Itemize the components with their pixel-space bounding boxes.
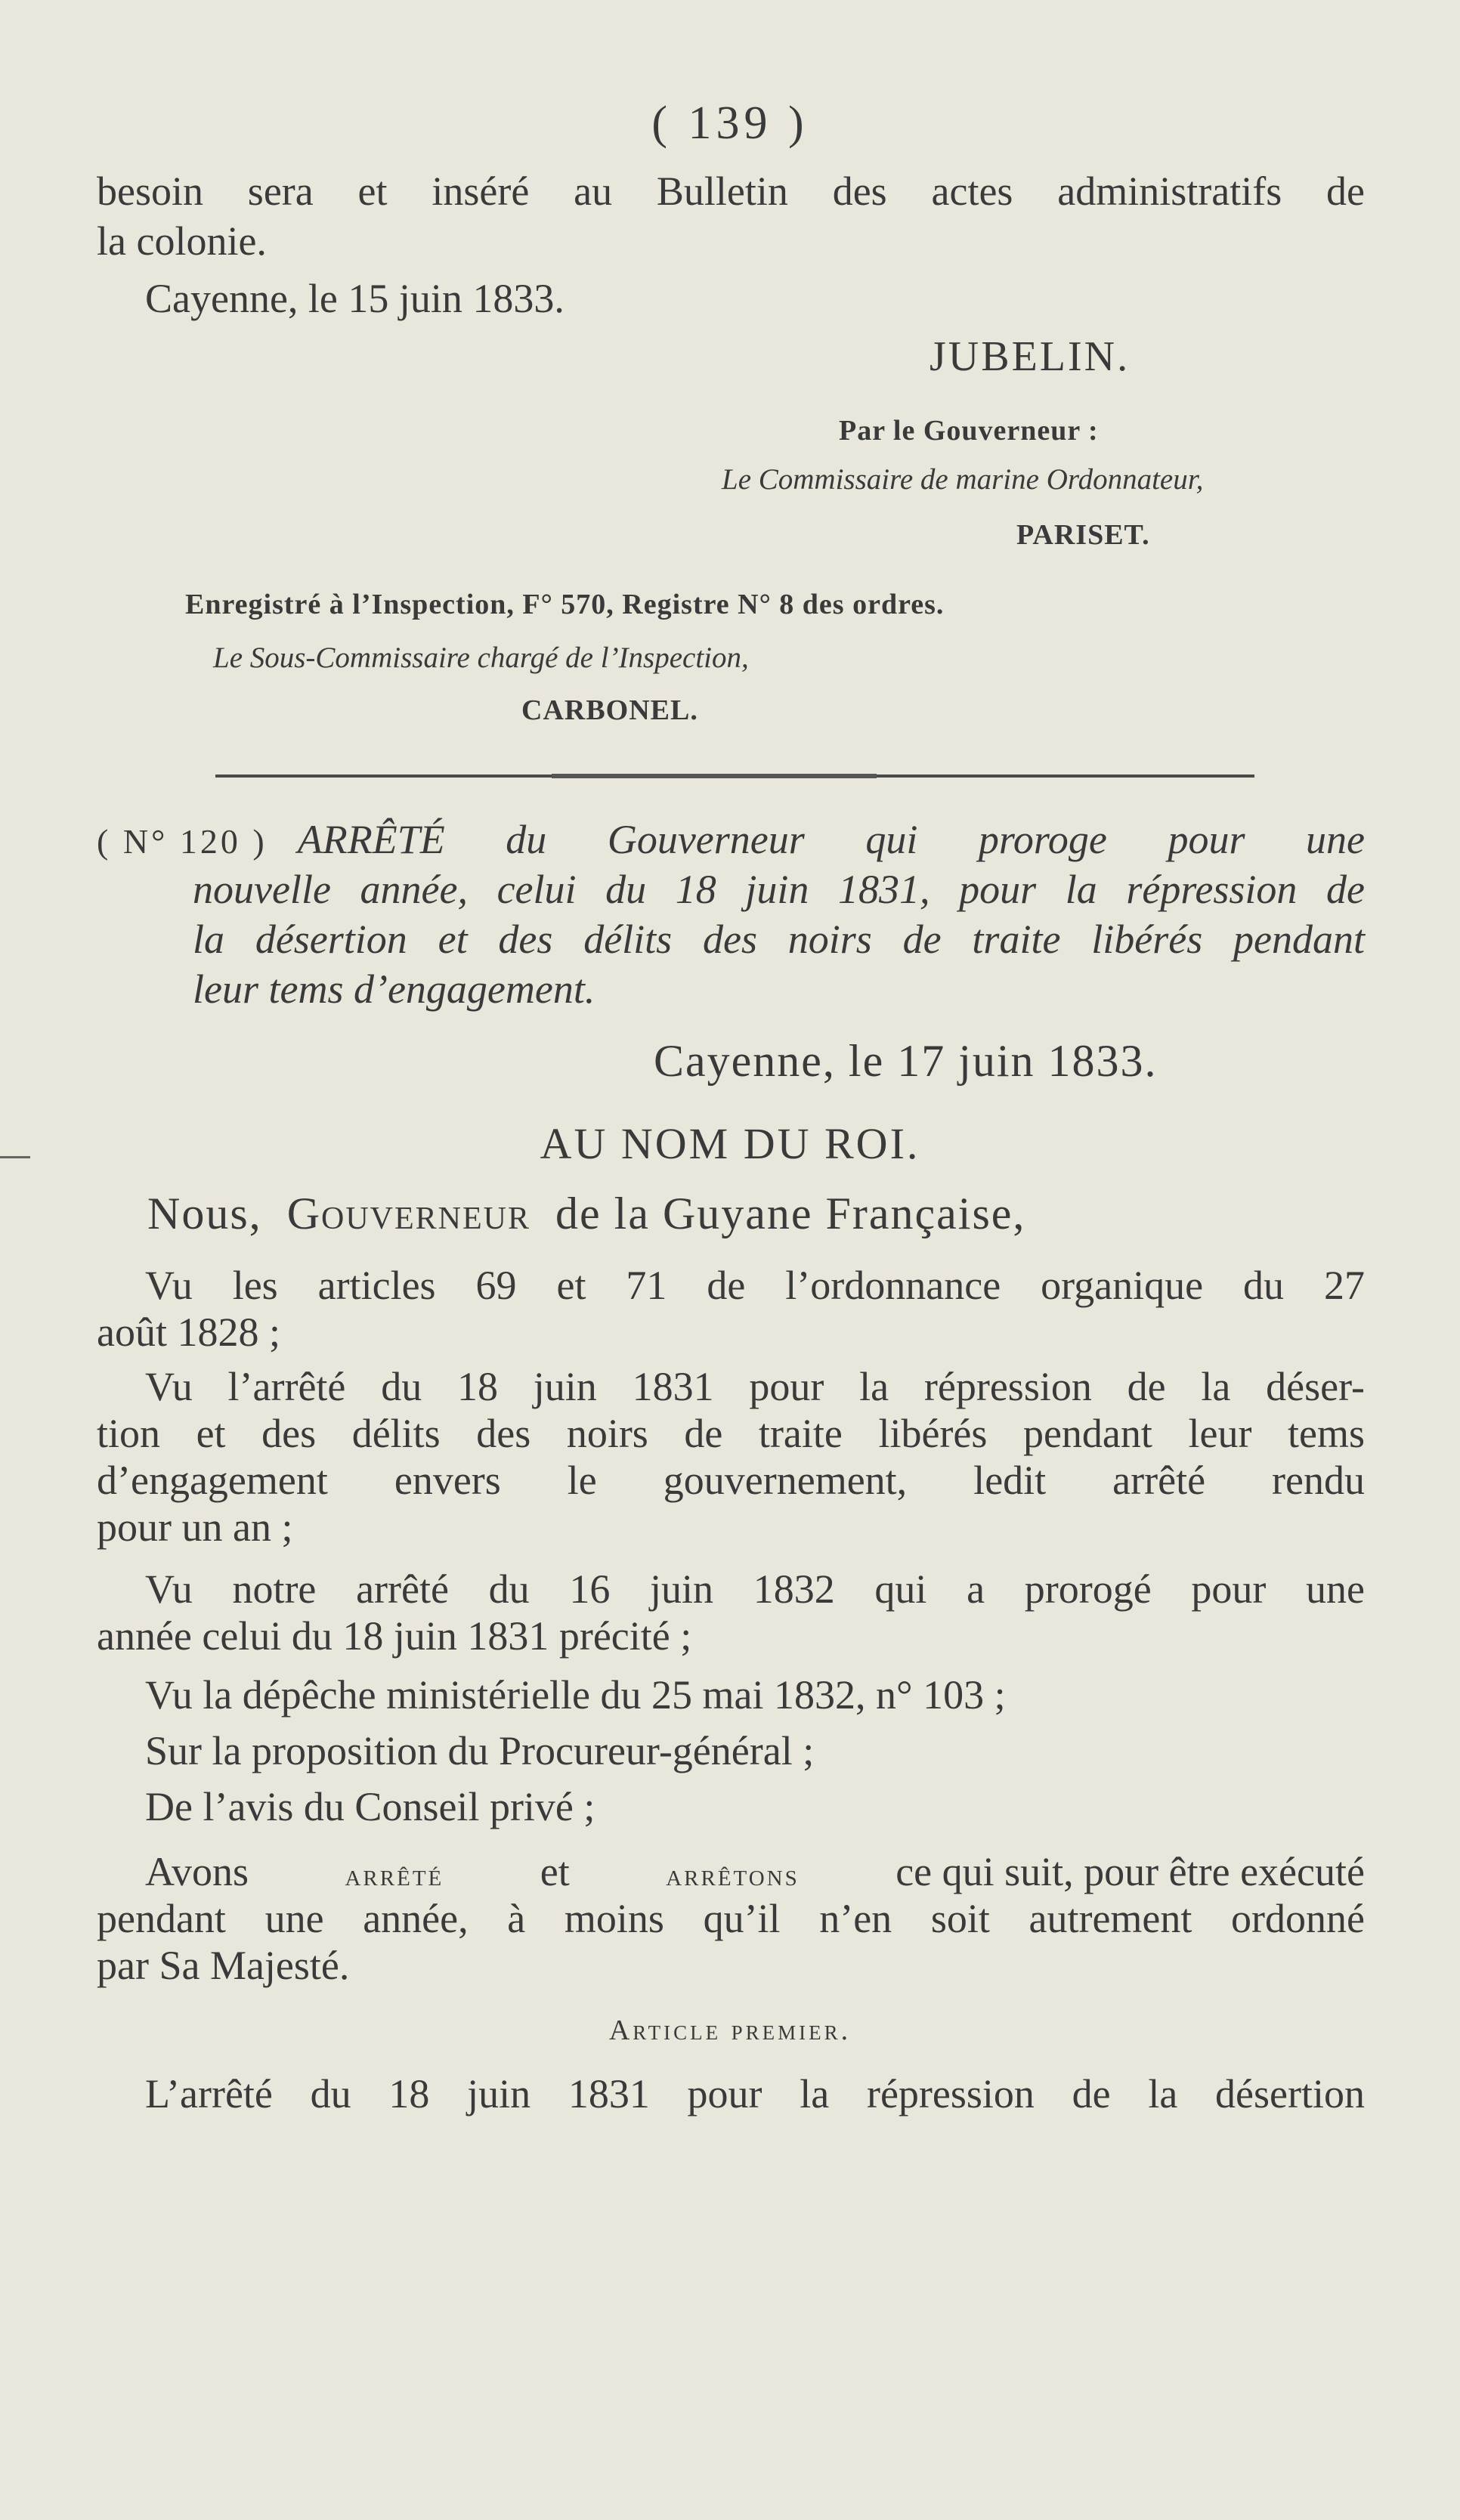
consideration-line: août 1828 ; (97, 1309, 280, 1355)
decree-number: ( N° 120 ) (97, 822, 268, 861)
arrete-word: arrêté (345, 1858, 444, 1893)
decree-heading-line-1 (97, 816, 1365, 863)
avons-line-3: par Sa Majesté. (97, 1943, 350, 1988)
signature-pariset: PARISET. (1016, 519, 1150, 551)
consideration-line: De l’avis du Conseil privé ; (145, 1784, 595, 1829)
decree-heading-line-2: nouvelle année, celui du 18 juin 1831, pour la répression de (193, 867, 1365, 912)
signature-par-gouverneur: Par le Gouverneur : (839, 415, 1099, 447)
intro-date: Cayenne, le 15 juin 1833. (145, 276, 565, 321)
consideration-line: tion et des délits des noirs de traite libérés pendant leur tems (97, 1411, 1365, 1456)
avons-rest: ce qui suit, pour être exécuté (895, 1849, 1365, 1894)
decree-title-start: ARRÊTÉ du Gouverneur qui proroge pour une (297, 817, 1365, 862)
gouverneur-word: Gouverneur (286, 1189, 531, 1238)
registration-role: Le Sous-Commissaire chargé de l’Inspection, (213, 642, 749, 674)
avons-line-2: pendant une année, à moins qu’il n’en soit autrement ordonné (97, 1896, 1365, 1941)
avons-word: Avons (145, 1849, 249, 1894)
registration-name: CARBONEL. (521, 694, 698, 726)
consideration-line: Sur la proposition du Procureur-général ; (145, 1728, 815, 1773)
au-nom-du-roi: AU NOM DU ROI. (540, 1119, 920, 1168)
decree-heading-line-4: leur tems d’engagement. (193, 966, 595, 1012)
arretons-word: arrêtons (666, 1858, 800, 1893)
consideration-line: Vu les articles 69 et 71 de l’ordonnance organique du 27 (145, 1263, 1365, 1308)
consideration-line: Vu notre arrêté du 16 juin 1832 qui a prorogé pour une (145, 1566, 1365, 1612)
avons-line-1 (145, 1848, 1365, 1899)
article-heading: Article premier. (608, 2014, 852, 2046)
signature-jubelin: JUBELIN. (930, 333, 1131, 380)
section-divider-center (552, 774, 877, 778)
margin-mark (0, 1156, 30, 1158)
consideration-line: année celui du 18 juin 1831 précité ; (97, 1613, 692, 1659)
intro-line-1: besoin sera et inséré au Bulletin des actes administratifs de (97, 169, 1365, 214)
article-text-line: L’arrêté du 18 juin 1831 pour la répression de la désertion (145, 2071, 1365, 2116)
consideration-line: d’engagement envers le gouvernement, ledit arrêté rendu (97, 1458, 1365, 1503)
signature-commissaire-role: Le Commissaire de marine Ordonnateur, (722, 463, 1204, 496)
page-number: ( 139 ) (651, 97, 809, 149)
et-word: et (540, 1849, 570, 1894)
nous-gouverneur-line (147, 1188, 1025, 1240)
nous-word: Nous, (147, 1189, 262, 1238)
decree-heading-line-3: la désertion et des délits des noirs de traite libérés pendant (193, 917, 1365, 962)
intro-line-2: la colonie. (97, 218, 267, 264)
decree-date: Cayenne, le 17 juin 1833. (654, 1036, 1158, 1086)
nous-rest: de la Guyane Française, (555, 1189, 1026, 1238)
consideration-line: Vu l’arrêté du 18 juin 1831 pour la répression de la déser- (145, 1364, 1365, 1409)
registration-line: Enregistré à l’Inspection, F° 570, Registre N° 8 des ordres. (185, 589, 945, 620)
consideration-line: Vu la dépêche ministérielle du 25 mai 1832, n° 103 ; (145, 1672, 1006, 1718)
consideration-line: pour un an ; (97, 1504, 293, 1550)
